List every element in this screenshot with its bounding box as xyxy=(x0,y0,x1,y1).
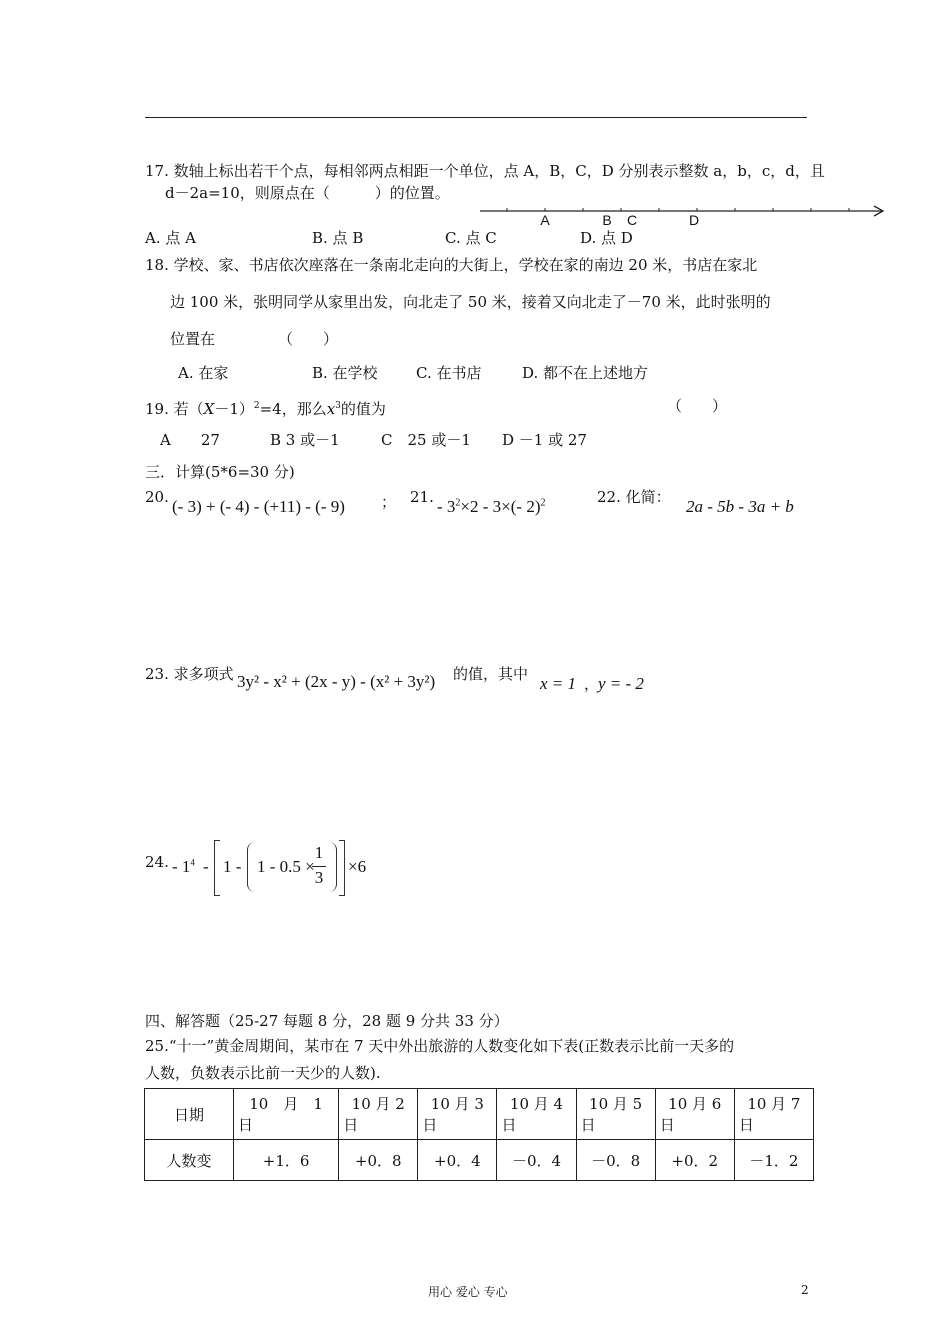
q24-term-a: - $1^4$ xyxy=(172,857,195,876)
page-number: 2 xyxy=(801,1283,809,1297)
q17-line2: d－2a=10，则原点在（ ）的位置。 xyxy=(165,184,450,202)
table-cell-date: 10 月 6 日 xyxy=(655,1089,734,1140)
q17-option-c: C. 点 C xyxy=(445,229,497,247)
q23-expression: 3y² - x² + (2x - y) - (x² + 3y²) xyxy=(237,672,436,691)
q18-option-c: C. 在书店 xyxy=(416,364,482,382)
table-cell-change: +0．2 xyxy=(655,1140,734,1181)
q19-answer-paren: （ ） xyxy=(667,397,728,415)
table-cell-change: +0．4 xyxy=(418,1140,497,1181)
table-header-change: 人数变 xyxy=(145,1140,234,1181)
q23-label: 23. 求多项式 xyxy=(145,665,234,683)
q22-label: 22. 化简： xyxy=(597,488,671,506)
q23-condition-text: 的值，其中 xyxy=(453,665,529,683)
q20-expression: (- 3) + (- 4) - (+11) - (- 9) xyxy=(172,497,345,516)
q21-number: 21. xyxy=(410,488,434,506)
q17-line1: 17. 数轴上标出若干个点，每相邻两点相距一个单位，点 A，B，C，D 分别表示整数 a，b，c，d，且 xyxy=(145,162,825,180)
table-cell-change: +0．8 xyxy=(339,1140,418,1181)
q18-answer-paren: （ ） xyxy=(278,330,339,348)
q24-minus: - xyxy=(203,857,209,876)
table-cell-date: 10 月 3 日 xyxy=(418,1089,497,1140)
q24-right-paren xyxy=(328,842,337,892)
table-row-dates xyxy=(145,1089,814,1140)
table-cell-change: －0．8 xyxy=(576,1140,655,1181)
q17-option-d: D. 点 D xyxy=(580,229,633,247)
table-cell-date: 10 月 4 日 xyxy=(497,1089,576,1140)
axis-label-c: C xyxy=(626,212,638,226)
q25-line1: 25.“十一”黄金周期间，某市在 7 天中外出旅游的人数变化如下表(正数表示比前一天多的 xyxy=(145,1037,735,1055)
table-cell-date: 10 月 7 日 xyxy=(734,1089,813,1140)
table-cell-date: 10 月 2 日 xyxy=(339,1089,418,1140)
q18-option-b: B. 在学校 xyxy=(312,364,378,382)
table-cell-change: －0．4 xyxy=(497,1140,576,1181)
footer-motto: 用心 爱心 专心 xyxy=(428,1285,508,1299)
q20-number: 20. xyxy=(145,488,169,506)
q24-fraction-denominator: 3 xyxy=(314,868,324,887)
q24-term-c: 1 - xyxy=(223,857,242,876)
q18-option-a: A. 在家 xyxy=(178,364,229,382)
q24-number: 24. xyxy=(145,853,169,871)
q18-line2: 边 100 米，张明同学从家里出发，向北走了 50 米，接着又向北走了－70 米，此时张明的 xyxy=(170,293,771,311)
q25-line2: 人数，负数表示比前一天少的人数). xyxy=(145,1064,381,1082)
axis-label-b: B xyxy=(602,212,612,226)
table-cell-change: +1．6 xyxy=(234,1140,339,1181)
q17-option-b: B. 点 B xyxy=(312,229,364,247)
q23-y-value: y = - 2 xyxy=(598,674,644,693)
table-header-date: 日期 xyxy=(145,1089,234,1140)
q24-right-square-bracket xyxy=(339,840,345,896)
q21-expression: - $3^2\times 2 - 3\times(-$ 2)$^2$ xyxy=(437,497,546,516)
table-cell-date: 10 月 1 日 xyxy=(234,1089,339,1140)
q18-option-d: D. 都不在上述地方 xyxy=(522,364,649,382)
q22-expression: 2a - 5b - 3a + b xyxy=(686,497,794,516)
header-rule xyxy=(145,117,807,118)
q18-line1: 18. 学校、家、书店依次座落在一条南北走向的大街上，学校在家的南边 20 米，书店在家北 xyxy=(145,256,758,274)
q18-line3: 位置在 xyxy=(170,330,216,348)
q24-left-paren xyxy=(247,842,256,892)
table-row-changes xyxy=(145,1140,814,1181)
q17-option-a: A. 点 A xyxy=(145,229,196,247)
q20-separator: ； xyxy=(381,493,397,511)
q24-fraction-numerator: 1 xyxy=(314,843,324,862)
section-4-heading: 四、解答题（25-27 每题 8 分，28 题 9 分共 33 分） xyxy=(145,1012,509,1030)
q23-x-value: x = 1 xyxy=(540,674,577,693)
section-3-heading: 三．计算(5*6=30 分) xyxy=(145,463,295,481)
number-line xyxy=(478,196,888,226)
q24-tail: ×6 xyxy=(348,857,367,876)
q24-term-d: 1 - 0.5 × xyxy=(257,857,315,876)
q19-stem: 19. 若$(X-1)^2=4$，那么$x^3$的值为 xyxy=(145,400,386,418)
q24-left-square-bracket xyxy=(214,840,220,896)
q19-option-c: C 25 或－1 xyxy=(381,431,471,449)
q19-option-b: B 3 或－1 xyxy=(270,431,340,449)
q23-comma: ， xyxy=(584,675,600,693)
table-cell-date: 10 月 5 日 xyxy=(576,1089,655,1140)
axis-label-d: D xyxy=(688,212,700,226)
q19-option-d: D －1 或 27 xyxy=(502,431,587,449)
tourism-change-table xyxy=(144,1088,814,1181)
q24-fraction-bar xyxy=(312,866,326,867)
q19-option-a: A 27 xyxy=(160,431,220,449)
table-cell-change: －1．2 xyxy=(734,1140,813,1181)
axis-label-a: A xyxy=(540,212,550,226)
